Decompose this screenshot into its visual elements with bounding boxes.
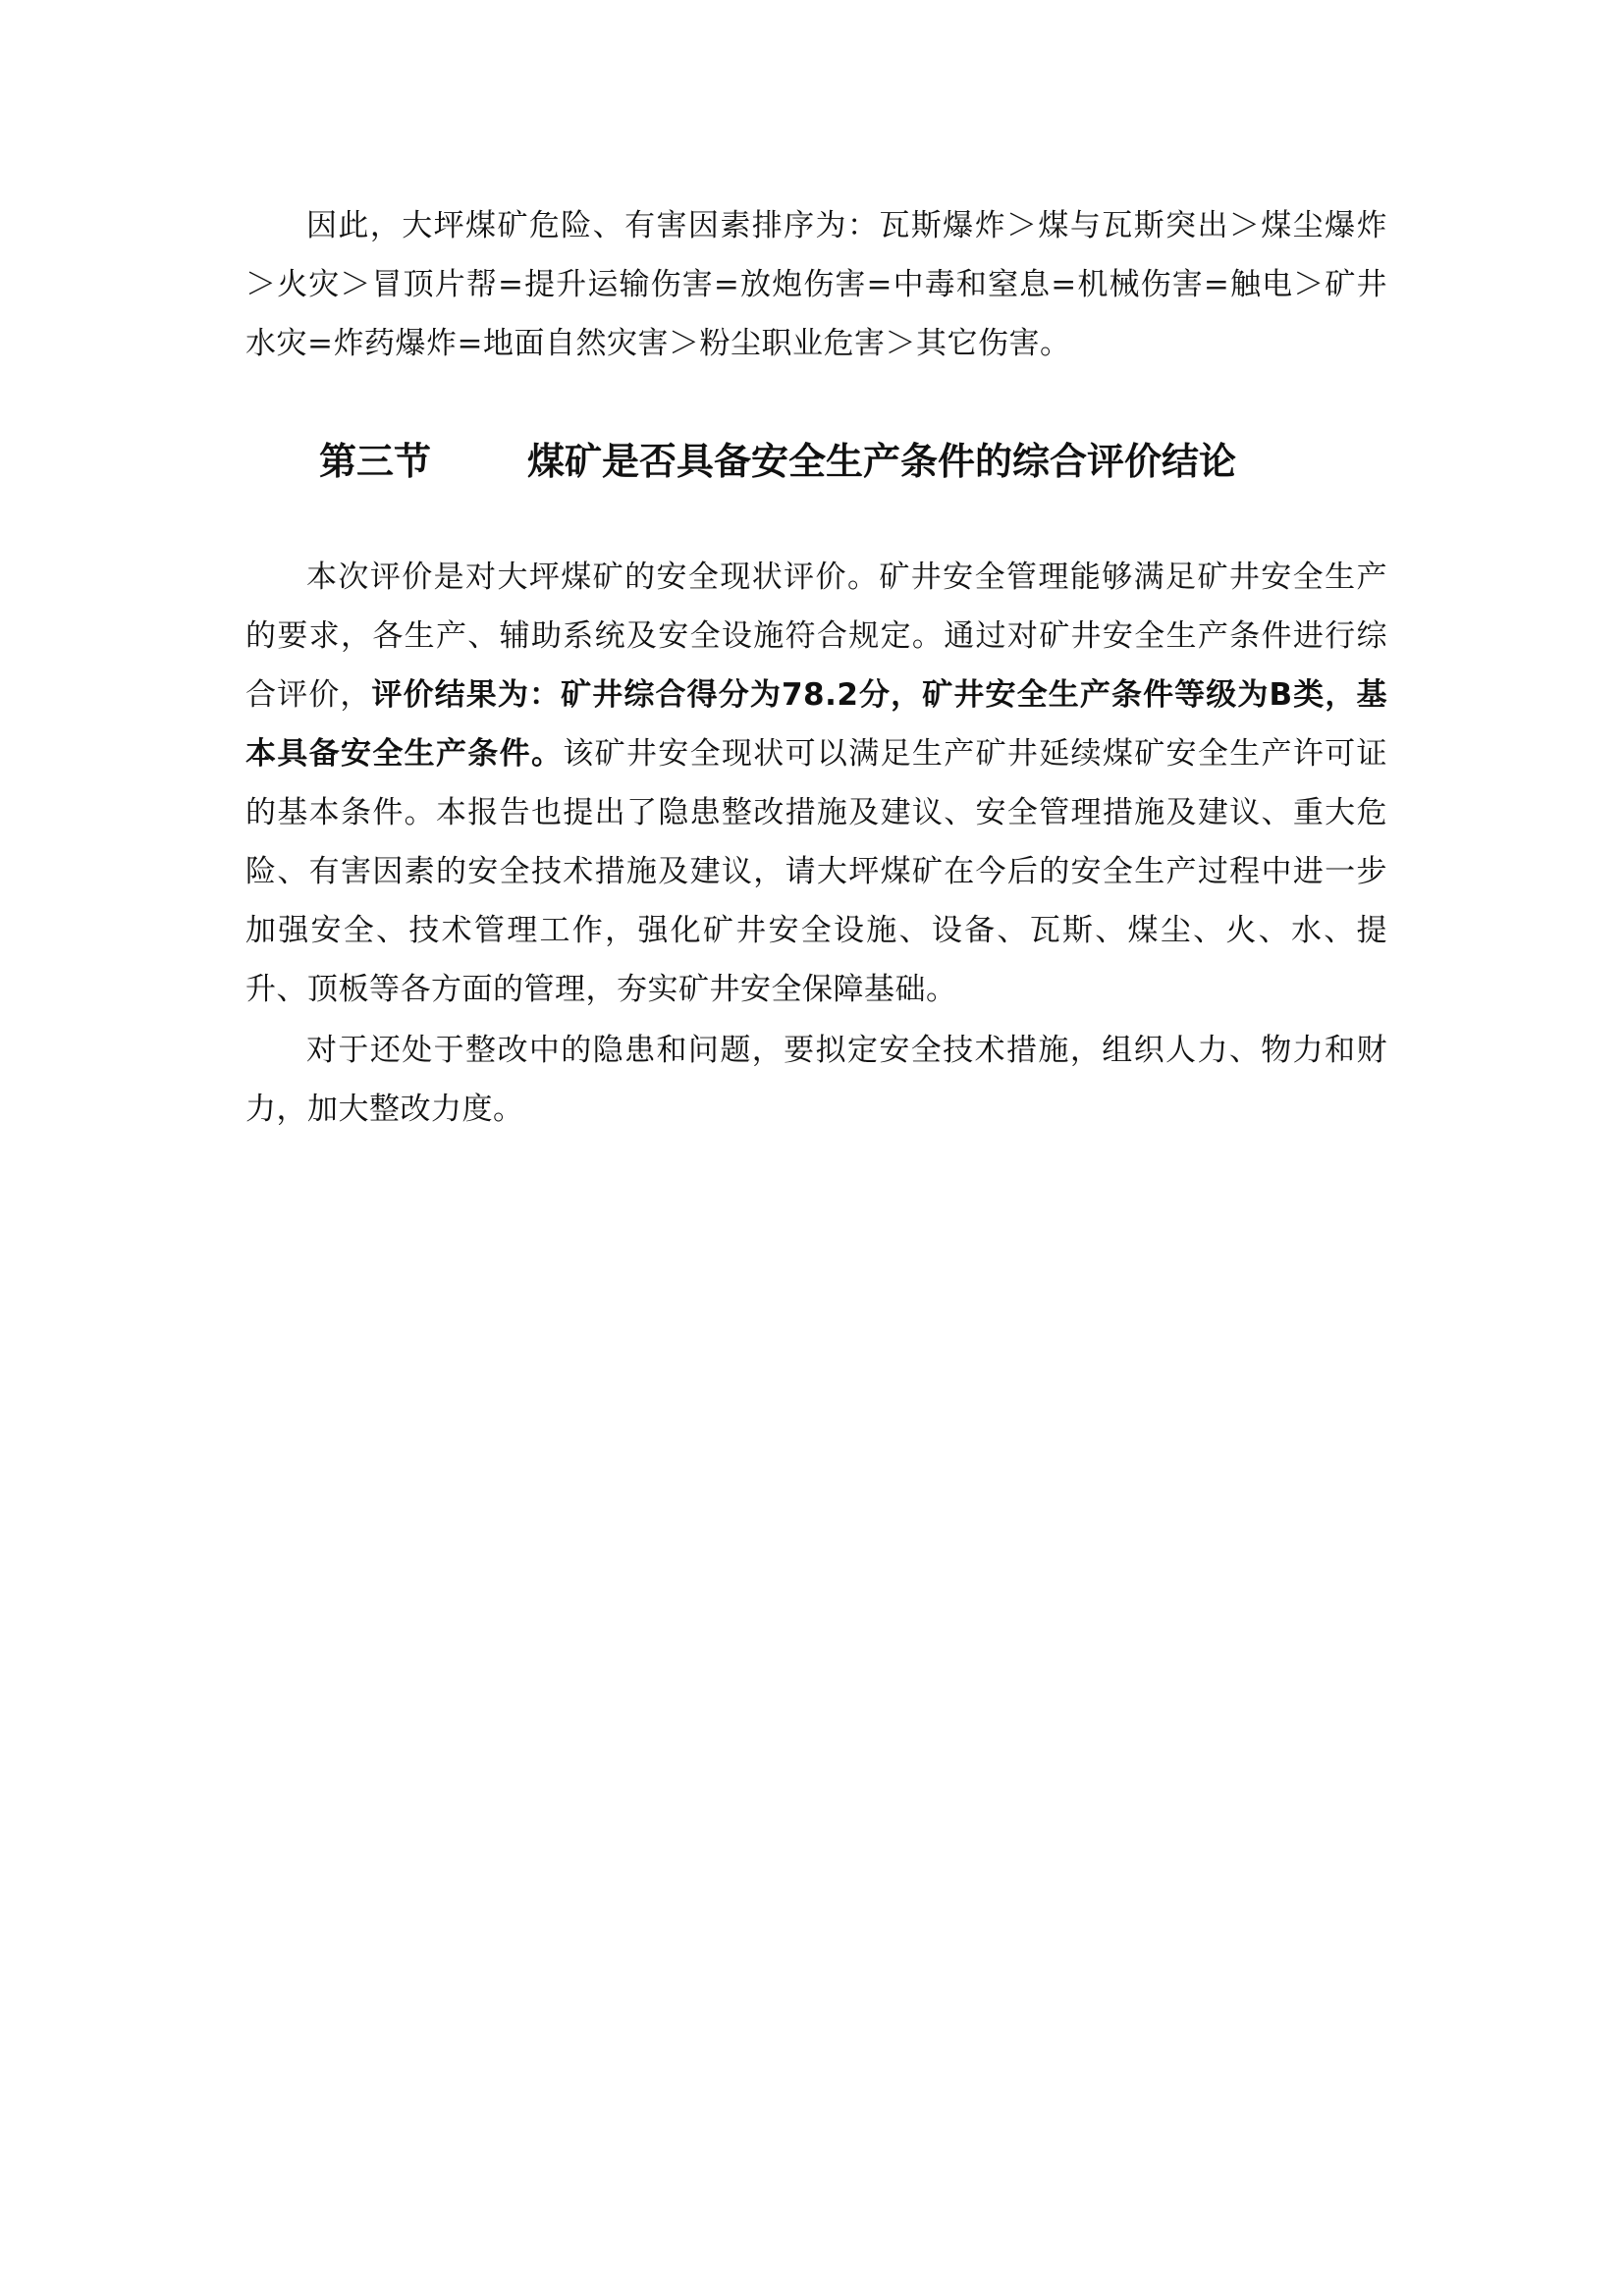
section-number: 第三节 [319, 440, 432, 483]
rectification-paragraph: 对于还处于整改中的隐患和问题，要拟定安全技术措施，组织人力、物力和财力，加大整改力度。 [245, 1033, 1387, 1127]
document-body [245, 196, 1387, 1139]
hazard-ranking-paragraph: 因此，大坪煤矿危险、有害因素排序为：瓦斯爆炸＞煤与瓦斯突出＞煤尘爆炸＞火灾＞冒顶片帮=提升运输伤害=放炮伤害=中毒和窒息=机械伤害=触电＞矿井水灾=炸药爆炸=地面自然灾害＞粉尘职业危害＞其它伤害。 [245, 208, 1387, 361]
conclusion-text-part2: 该矿井安全现状可以满足生产矿井延续煤矿安全生产许可证的基本条件。本报告也提出了隐患整改措施及建议、安全管理措施及建议、重大危险、有害因素的安全技术措施及建议，请大坪煤矿在今后的安全生产过程中进一步加强安全、技术管理工作，强化矿井安全设施、设备、瓦斯、煤尘、火、水、提升、顶板等各方面的管理，夯实矿井安全保障基础。 [245, 736, 1388, 1007]
section-heading [245, 432, 1387, 491]
conclusion-paragraph [245, 548, 1387, 1019]
conclusion-text-part1: 本次评价是对大坪煤矿的安全现状评价。矿井安全管理能够满足矿井安全生产的要求，各生产、辅助系统及安全设施符合规定。通过对矿井安全生产条件进行综合评价， [245, 560, 1387, 713]
conclusion-result-bold: 评价结果为：矿井综合得分为78.2分，矿井安全生产条件等级为B类，基本具备安全生产条件。 [245, 677, 1387, 772]
section-title: 煤矿是否具备安全生产条件的综合评价结论 [527, 440, 1237, 483]
